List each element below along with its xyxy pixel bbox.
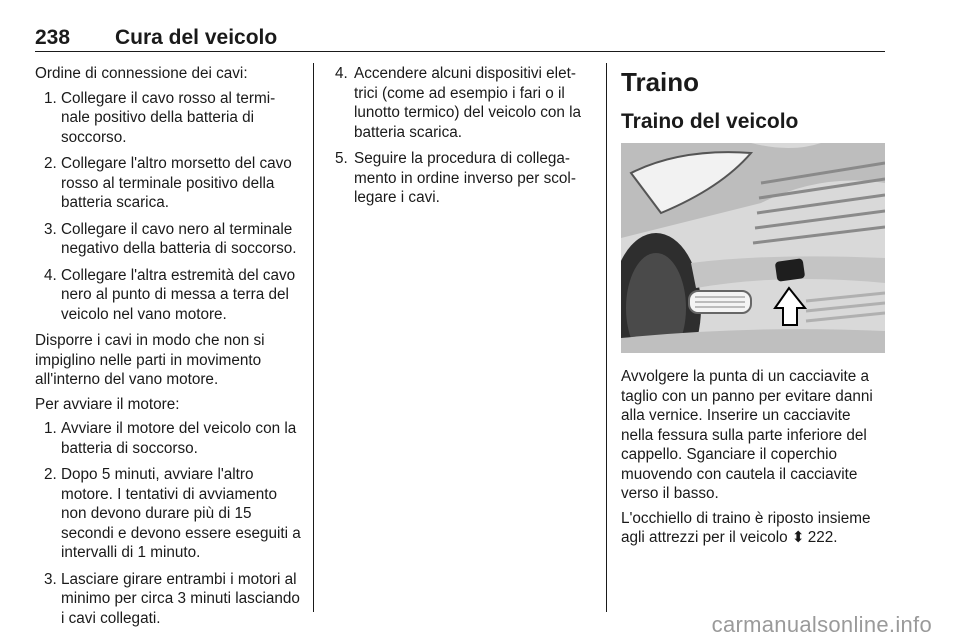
chapter-title: Cura del veicolo — [115, 26, 278, 49]
list-item: 3. Collegare il cavo nero al terminale negativo della batteria di soccorso. — [44, 220, 297, 257]
disconnect-steps — [335, 64, 597, 208]
connection-intro: Ordine di connessione dei cavi: — [35, 65, 248, 82]
list-item: 3. Lasciare girare entrambi i motori al minimo per circa 3 minuti lasciando i cavi collegati. — [44, 570, 300, 627]
page-reference[interactable]: 222. — [807, 529, 838, 546]
column-1 — [35, 64, 303, 635]
section-heading: Traino — [621, 67, 700, 97]
instruction-paragraph: Avvolgere la punta di un cacciavite a taglio con un panno per evitare danni alla vernice. Inserire un cacciavite nella fessura sulla parte inferiore del cappello. Sganciare il coperchio muovendo con cautela il cacciavite verso il basso. — [621, 368, 873, 502]
list-item: 4. Accendere alcuni dispositivi elet‐ trici (come ad esempio i fari o il lunotto termico) del veicolo con la batteria scarica. — [335, 65, 582, 141]
list-item: 5. Seguire la procedura di collega‐ mento in ordine inverso per scol‐ legare i cavi. — [335, 150, 576, 206]
page-reference-arrow-icon: ⬍ — [791, 529, 805, 546]
column-3 — [621, 64, 887, 553]
list-item: 1. Collegare il cavo rosso al termi‐ nale positivo della batteria di soccorso. — [44, 89, 276, 146]
header-rule — [35, 51, 885, 52]
connection-steps — [35, 89, 303, 325]
list-item: 1. Avviare il motore del veicolo con la batteria di soccorso. — [44, 420, 297, 457]
start-steps — [35, 419, 303, 628]
section-subheading: Traino del veicolo — [621, 110, 799, 133]
cable-routing-paragraph: Disporre i cavi in modo che non si impiglino nelle parti in movimento all'interno del vano motore. — [35, 332, 265, 388]
column-divider-1 — [313, 63, 314, 612]
car-front-illustration — [621, 143, 885, 353]
list-item: 2. Collegare l'altro morsetto del cavo rosso al terminale positivo della batteria scarica. — [44, 155, 292, 211]
page-number: 238 — [35, 26, 71, 49]
towing-eye-cover-figure — [621, 143, 885, 353]
column-divider-2 — [606, 63, 607, 612]
list-item: 2. Dopo 5 minuti, avviare l'altro motore. I tentativi di avviamento non devono durare più di 15 secondi e devono essere eseguiti a intervalli di 1 minuto. — [44, 466, 301, 561]
start-intro: Per avviare il motore: — [35, 395, 180, 413]
towing-eye-paragraph: L'occhiello di traino è riposto insieme agli attrezzi per il veicolo ⬍ 222. — [621, 509, 871, 546]
watermark: carmanualsonline.info — [711, 612, 932, 637]
column-2 — [335, 64, 597, 215]
list-item: 4. Collegare l'altra estremità del cavo nero al punto di messa a terra del veicolo nel vano motore. — [44, 266, 296, 323]
page-header — [35, 26, 885, 54]
